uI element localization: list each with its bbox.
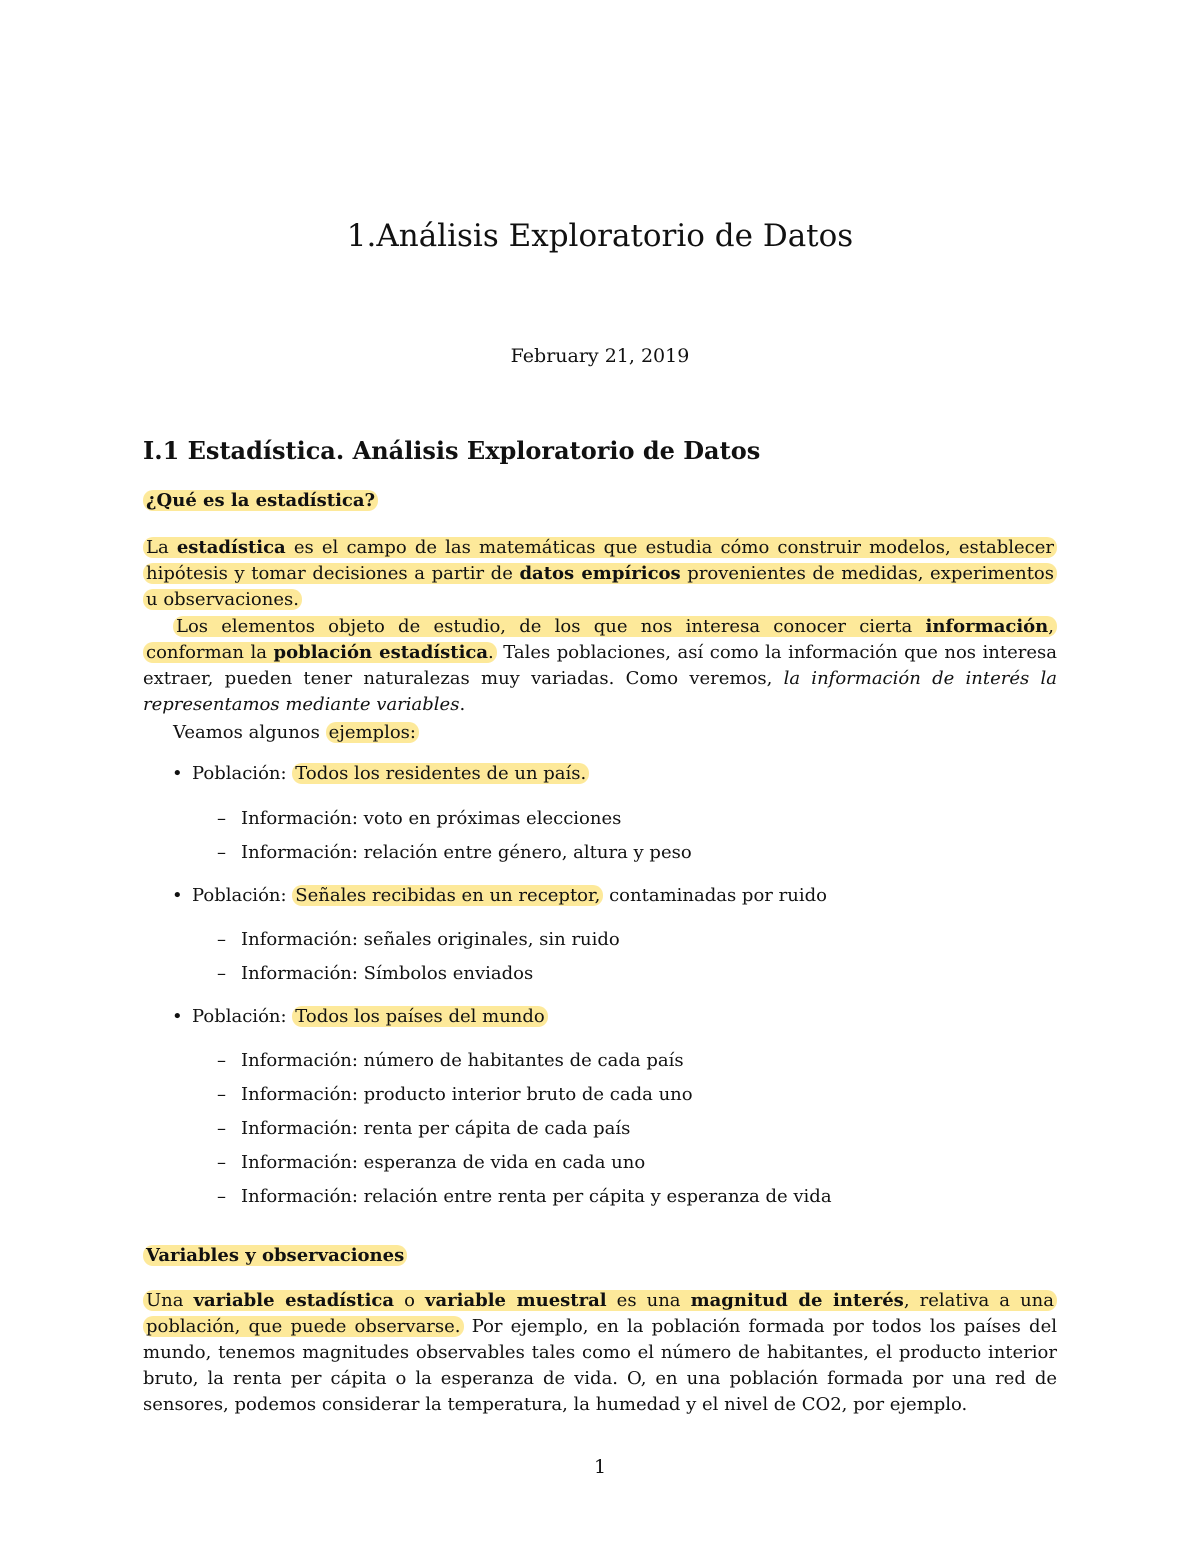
sub-list-item	[217, 1084, 693, 1105]
dash-icon: –	[217, 1084, 226, 1105]
dash-icon: –	[217, 1186, 226, 1207]
p1-text-1: La	[146, 537, 177, 558]
p2-text-5: .	[459, 694, 466, 715]
bullet-highlight: Todos los países del mundo	[292, 1006, 547, 1027]
dash-icon: –	[217, 808, 226, 829]
subheading-variables-text: Variables y observaciones	[143, 1245, 407, 1266]
paragraph-variables	[143, 1288, 1057, 1418]
p3-term-magnitud: magnitud de interés	[690, 1290, 904, 1311]
sub-list-item	[217, 808, 621, 829]
dash-icon: –	[217, 1118, 226, 1139]
bullet-dot-icon: •	[172, 1006, 183, 1027]
bullet-rest: contaminadas por ruido	[603, 885, 827, 906]
subheading-que-es	[143, 490, 378, 511]
document-date: February 21, 2019	[510, 345, 690, 367]
p3-term-variable-estadistica: variable estadística	[193, 1290, 395, 1311]
p1-term-datos-empiricos: datos empíricos	[519, 563, 681, 584]
sub-item-text: Información: número de habitantes de cada país	[241, 1050, 684, 1071]
dash-icon: –	[217, 1152, 226, 1173]
p2-italic-variables: la información de interés la representamos mediante variables	[143, 668, 1057, 715]
paragraph-poblacion	[143, 614, 1057, 718]
dash-icon: –	[217, 929, 226, 950]
sub-list-item	[217, 1186, 832, 1207]
paragraph-definition	[143, 535, 1057, 613]
bullet-label: Población:	[192, 885, 293, 906]
sub-item-text: Información: Símbolos enviados	[241, 963, 534, 984]
sub-item-text: Información: producto interior bruto de cada uno	[241, 1084, 693, 1105]
sub-item-text: Información: voto en próximas elecciones	[241, 808, 622, 829]
dash-icon: –	[217, 842, 226, 863]
sub-item-text: Información: señales originales, sin ruido	[241, 929, 620, 950]
sub-list-item	[217, 1118, 630, 1139]
sub-item-text: Información: renta per cápita de cada país	[241, 1118, 631, 1139]
bullet-highlight: Todos los residentes de un país.	[292, 763, 589, 784]
p1-term-estadistica: estadística	[176, 537, 286, 558]
dash-icon: –	[217, 963, 226, 984]
p2-text-4: Tales poblaciones, así como la información que nos interesa extraer, pueden tener naturalezas muy variadas. Como veremos,	[143, 642, 1057, 689]
list-item	[172, 1006, 548, 1027]
dash-icon: –	[217, 1050, 226, 1071]
examples-intro-text: Veamos algunos	[173, 722, 326, 743]
p2-term-informacion: información	[925, 616, 1049, 637]
p3-text-4: , relativa a una población, que puede observarse.	[146, 1290, 1054, 1337]
sub-list-item	[217, 842, 692, 863]
sub-list-item	[217, 1050, 684, 1071]
bullet-highlight: Señales recibidas en un receptor,	[292, 885, 603, 906]
bullet-dot-icon: •	[172, 763, 183, 784]
bullet-dot-icon: •	[172, 885, 183, 906]
page-number: 1	[593, 1456, 607, 1478]
sub-item-text: Información: relación entre renta per cápita y esperanza de vida	[241, 1186, 832, 1207]
subheading-variables	[143, 1245, 407, 1266]
p2-text-3: .	[488, 642, 494, 663]
bullet-label: Población:	[192, 763, 293, 784]
sub-list-item	[217, 1152, 645, 1173]
p3-text-3: es una	[606, 1290, 691, 1311]
subheading-que-es-text: ¿Qué es la estadística?	[143, 490, 378, 511]
sub-list-item	[217, 963, 533, 984]
examples-intro-highlight: ejemplos:	[326, 722, 419, 743]
p1-text-2: es el campo de las matemáticas que estudia cómo construir modelos, establecer hipótesis y tomar decisiones a partir de	[146, 537, 1054, 584]
sub-list-item	[217, 929, 620, 950]
list-item	[172, 885, 827, 906]
p3-text-2: o	[394, 1290, 425, 1311]
p3-text-5: Por ejemplo, en la población formada por todos los países del mundo, tenemos magnitudes observables tales como el número de habitantes, el producto interior bruto, la renta per cápita o la esperanza de vida. O, en una población formada por una red de sensores, podemos considerar la temperatura, la humedad y el nivel de CO2, por ejemplo.	[143, 1316, 1057, 1415]
p1-text-3: provenientes de medidas, experimentos u observaciones.	[146, 563, 1054, 610]
sub-item-text: Información: relación entre género, altura y peso	[241, 842, 692, 863]
p2-text-1: Los elementos objeto de estudio, de los que nos interesa conocer cierta	[176, 616, 926, 637]
examples-intro	[173, 720, 419, 746]
document-title: 1.Análisis Exploratorio de Datos	[346, 218, 854, 254]
section-heading: I.1 Estadística. Análisis Exploratorio de Datos	[143, 436, 761, 465]
p2-text-2: , conforman la	[146, 616, 1054, 663]
p3-term-variable-muestral: variable muestral	[425, 1290, 607, 1311]
p2-term-poblacion: población estadística	[273, 642, 489, 663]
list-item	[172, 763, 589, 784]
p3-text-1: Una	[146, 1290, 194, 1311]
sub-item-text: Información: esperanza de vida en cada uno	[241, 1152, 646, 1173]
bullet-label: Población:	[192, 1006, 293, 1027]
